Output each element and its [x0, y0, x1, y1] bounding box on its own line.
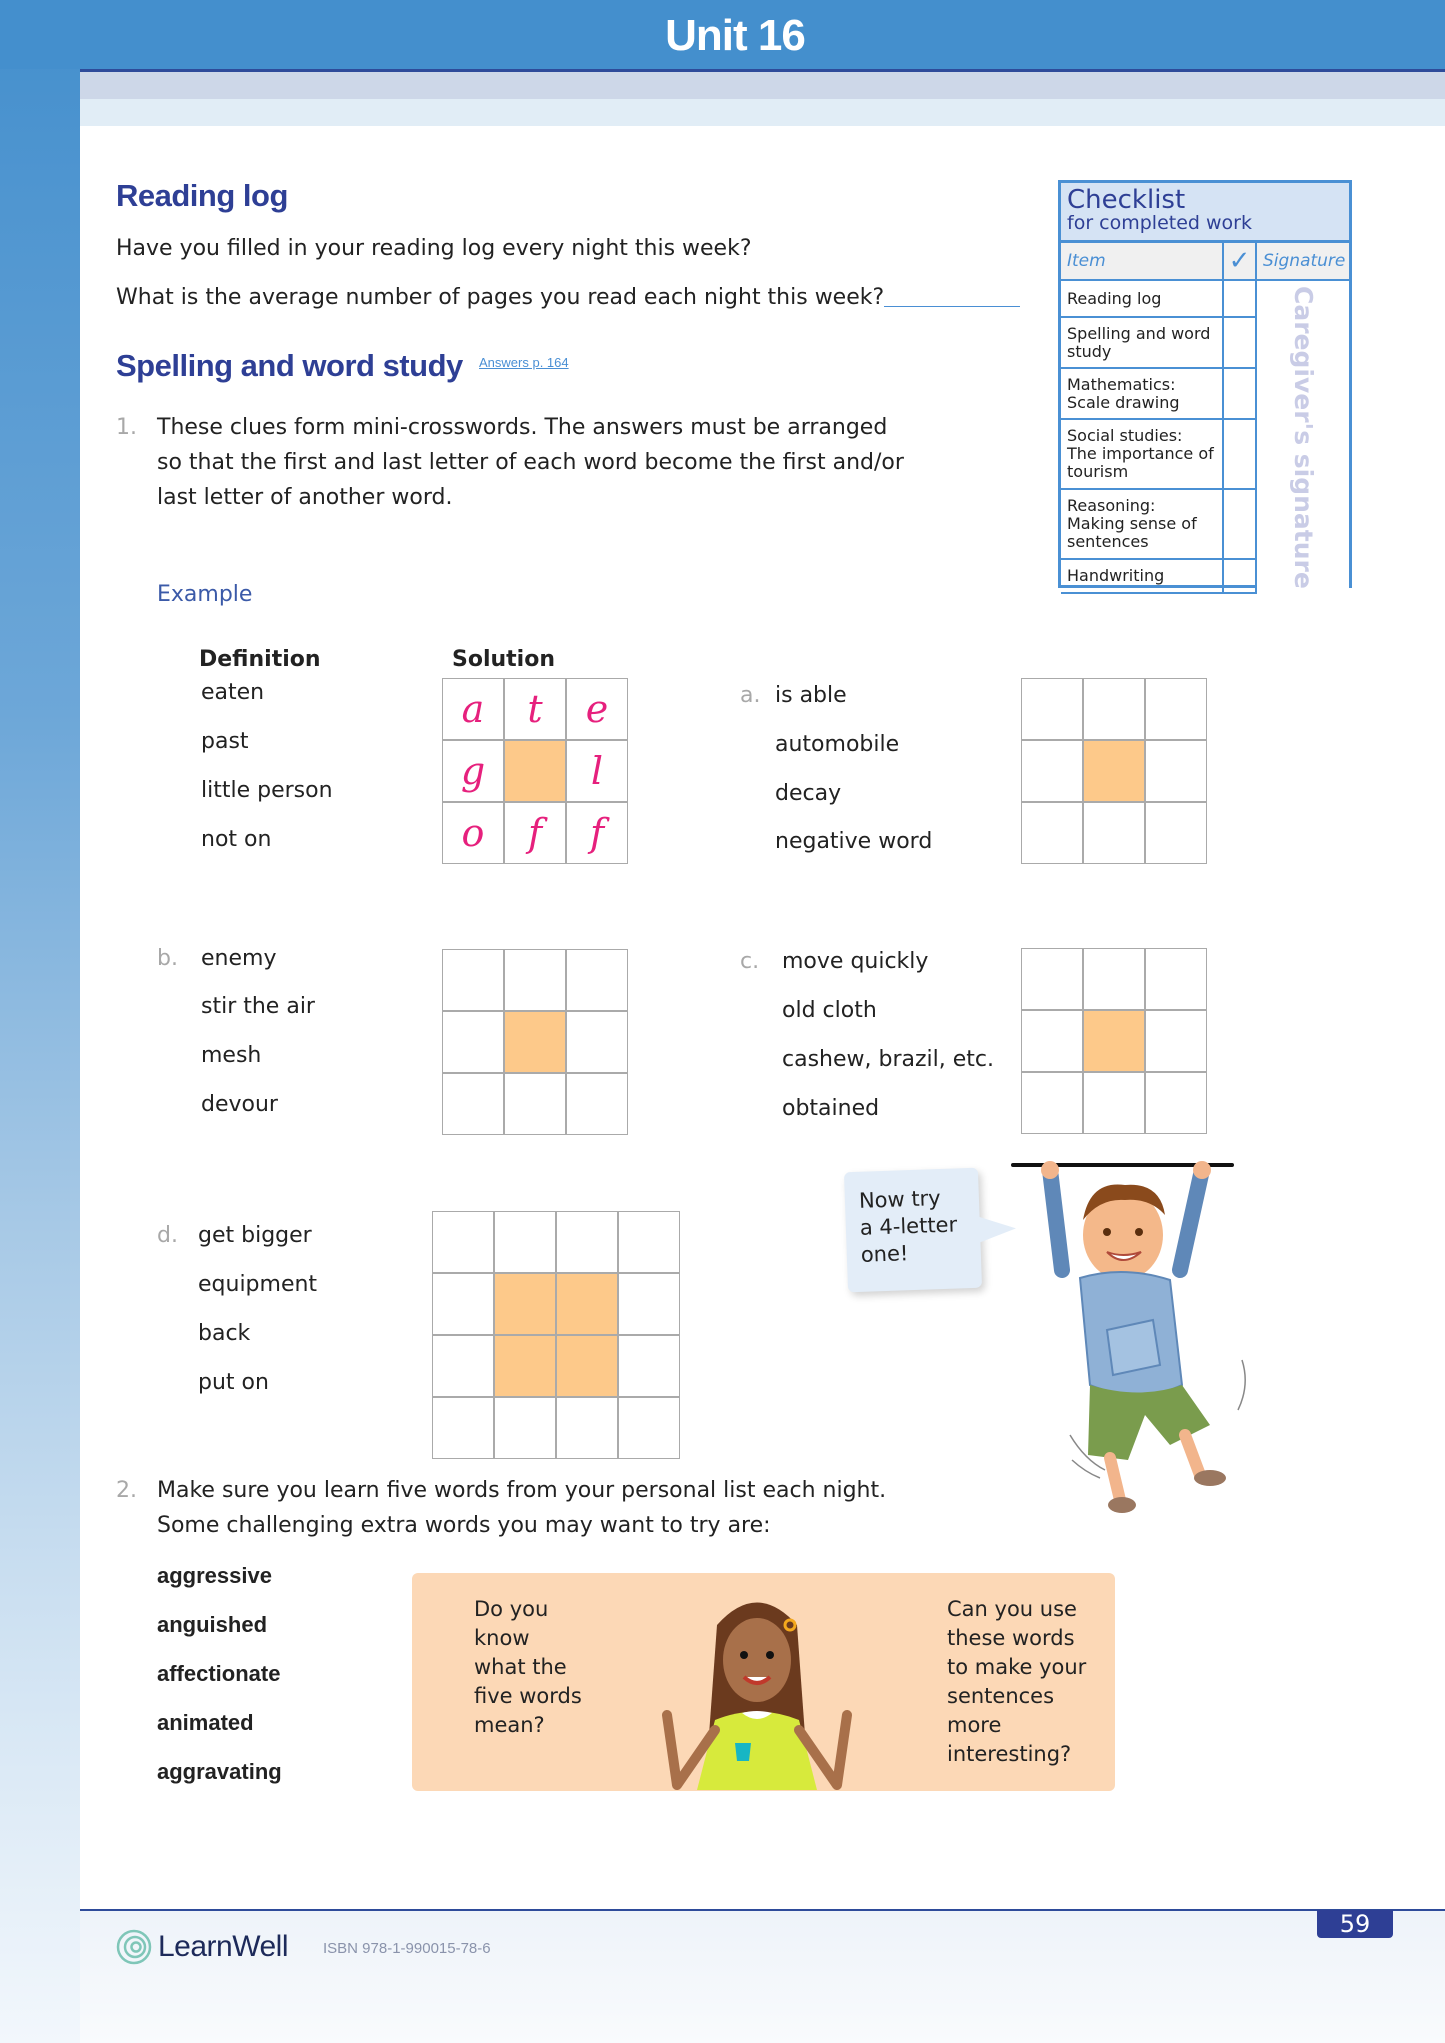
- checklist-item-label: Handwriting: [1061, 560, 1224, 592]
- grid-cell-input[interactable]: [443, 950, 503, 1010]
- tip-right-text: [947, 1595, 1086, 1769]
- puzzle-a-clue: decay: [775, 781, 842, 806]
- tip-line: interesting?: [947, 1742, 1072, 1766]
- tip-line: Can you use: [947, 1597, 1077, 1621]
- challenge-word: aggressive: [157, 1563, 272, 1588]
- puzzle-d-clue: get bigger: [198, 1223, 312, 1248]
- grid-cell-input[interactable]: [1084, 679, 1144, 739]
- footer-rule: [80, 1909, 1445, 1911]
- grid-cell-input[interactable]: [1022, 679, 1082, 739]
- grid-cell-input[interactable]: [1022, 741, 1082, 801]
- boy-hanging-illustration: [1010, 1160, 1270, 1520]
- column-header-item: Item: [1061, 243, 1224, 279]
- column-header-signature: Signature: [1263, 251, 1346, 271]
- question-1-line-2: so that the first and last letter of each word become the first and/or: [157, 450, 904, 475]
- grid-cell: [443, 741, 503, 801]
- question-2-number: 2.: [116, 1478, 137, 1503]
- challenge-word: affectionate: [157, 1661, 281, 1686]
- puzzle-c-clue: obtained: [782, 1096, 880, 1121]
- unit-title: Unit 16: [665, 11, 805, 60]
- caregiver-signature-field[interactable]: [1257, 281, 1349, 594]
- puzzle-b-grid: [442, 949, 628, 1135]
- question-2-line-1: Make sure you learn five words from your personal list each night.: [157, 1478, 887, 1503]
- spelling-heading: Spelling and word study: [116, 348, 463, 383]
- speech-bubble-text: [858, 1184, 958, 1268]
- handwritten-letter: t: [527, 687, 543, 731]
- grid-cell: [443, 803, 503, 863]
- bubble-line: one!: [860, 1241, 909, 1267]
- checklist-column-headers: [1061, 243, 1349, 281]
- puzzle-c-clue: old cloth: [782, 998, 877, 1023]
- tip-line: more: [947, 1713, 1002, 1737]
- checklist-checkbox[interactable]: [1224, 281, 1257, 316]
- left-decorative-strip: [0, 0, 80, 2043]
- grid-cell: [567, 803, 627, 863]
- grid-cell-input[interactable]: [1084, 803, 1144, 863]
- puzzle-a-grid: [1021, 678, 1207, 864]
- grid-cell-input[interactable]: [443, 1074, 503, 1134]
- grid-cell-shaded: [495, 1274, 555, 1334]
- puzzle-b-clue: mesh: [201, 1043, 262, 1068]
- girl-shrugging-illustration: [607, 1585, 907, 1790]
- grid-cell-shaded: [1084, 741, 1144, 801]
- grid-cell-shaded: [495, 1336, 555, 1396]
- tip-line: these words: [947, 1626, 1075, 1650]
- tip-line: to make your: [947, 1655, 1087, 1679]
- example-crossword-grid: [442, 678, 628, 864]
- grid-cell-input[interactable]: [1084, 1073, 1144, 1133]
- isbn: ISBN 978-1-990015-78-6: [323, 1940, 491, 1957]
- tip-left-text: [474, 1595, 582, 1740]
- checklist-checkbox[interactable]: [1224, 490, 1257, 558]
- puzzle-d-clue: back: [198, 1321, 251, 1346]
- grid-cell-input[interactable]: [1146, 741, 1206, 801]
- checklist-subtitle: for completed work: [1067, 212, 1252, 234]
- reading-log-question-1: Have you filled in your reading log every night this week?: [116, 236, 752, 261]
- grid-cell-input[interactable]: [1146, 1011, 1206, 1071]
- grid-cell-input[interactable]: [567, 1074, 627, 1134]
- handwritten-letter: o: [461, 811, 485, 855]
- checklist-item-label: Reading log: [1061, 281, 1224, 316]
- grid-cell: [567, 741, 627, 801]
- grid-cell-input[interactable]: [557, 1212, 617, 1272]
- challenge-word: aggravating: [157, 1759, 282, 1784]
- tip-line: five words: [474, 1684, 582, 1708]
- grid-cell-input[interactable]: [567, 950, 627, 1010]
- grid-cell-input[interactable]: [495, 1398, 555, 1458]
- puzzle-d-grid: [432, 1211, 680, 1459]
- grid-cell-input[interactable]: [1146, 1073, 1206, 1133]
- grid-cell-input[interactable]: [433, 1274, 493, 1334]
- handwritten-letter: g: [460, 749, 486, 793]
- tip-line: know: [474, 1626, 530, 1650]
- example-clue: past: [201, 729, 249, 754]
- grid-cell-input[interactable]: [1022, 803, 1082, 863]
- puzzle-b-clue: devour: [201, 1092, 278, 1117]
- checklist-item-label: Social studies: The importance of tourism: [1061, 420, 1224, 488]
- puzzle-b-clue: stir the air: [201, 994, 315, 1019]
- puzzle-d-clue: put on: [198, 1370, 269, 1395]
- example-label: Example: [157, 582, 253, 607]
- header-band-light: [80, 99, 1445, 126]
- checklist-checkbox[interactable]: [1224, 369, 1257, 418]
- question-1-text: [157, 410, 904, 515]
- grid-cell-input[interactable]: [557, 1398, 617, 1458]
- brand-name: LearnWell: [158, 1930, 289, 1963]
- puzzle-d-clue: equipment: [198, 1272, 318, 1297]
- handwritten-letter: e: [585, 687, 609, 731]
- puzzle-b-label: b.: [157, 946, 178, 971]
- puzzle-c-clue: cashew, brazil, etc.: [782, 1047, 994, 1072]
- puzzle-a-clue: is able: [775, 683, 847, 708]
- average-pages-answer-line[interactable]: [884, 306, 1020, 307]
- challenge-word: anguished: [157, 1612, 268, 1637]
- learnwell-logo: [116, 1928, 288, 1966]
- checkmark-icon: ✓: [1224, 243, 1257, 279]
- grid-cell: [505, 679, 565, 739]
- grid-cell-input[interactable]: [619, 1212, 679, 1272]
- spiral-logo-icon: [116, 1928, 152, 1966]
- handwritten-letter: f: [589, 811, 605, 855]
- grid-cell: [505, 803, 565, 863]
- grid-cell-input[interactable]: [1146, 803, 1206, 863]
- question-2-text: [157, 1473, 886, 1543]
- reading-log-question-2: What is the average number of pages you read each night this week?: [116, 285, 885, 310]
- reading-log-heading: Reading log: [116, 178, 288, 213]
- puzzle-d-label: d.: [157, 1223, 178, 1248]
- vocabulary-tip-box: [412, 1573, 1115, 1791]
- grid-cell-input[interactable]: [619, 1336, 679, 1396]
- checklist-title: Checklist: [1067, 185, 1186, 215]
- grid-cell-shaded: [505, 1012, 565, 1072]
- puzzle-c-label: c.: [740, 949, 760, 974]
- puzzle-c-grid: [1021, 948, 1207, 1134]
- answers-link[interactable]: Answers p. 164: [479, 355, 569, 370]
- grid-cell-input[interactable]: [1146, 949, 1206, 1009]
- grid-cell-input[interactable]: [505, 950, 565, 1010]
- grid-cell-shaded: [557, 1336, 617, 1396]
- challenge-word: animated: [157, 1710, 254, 1735]
- grid-cell-shaded: [557, 1274, 617, 1334]
- page-number: 59: [1317, 1910, 1393, 1938]
- grid-cell: [443, 679, 503, 739]
- bubble-line: a 4-letter: [859, 1212, 958, 1240]
- puzzle-a-clue: automobile: [775, 732, 900, 757]
- grid-cell-input[interactable]: [433, 1212, 493, 1272]
- grid-cell-input[interactable]: [619, 1398, 679, 1458]
- bubble-line: Now try: [858, 1186, 942, 1213]
- question-1-line-3: last letter of another word.: [157, 485, 453, 510]
- question-2-line-2: Some challenging extra words you may want to try are:: [157, 1513, 771, 1538]
- handwritten-letter: a: [461, 687, 485, 731]
- grid-cell-input[interactable]: [1022, 949, 1082, 1009]
- tip-line: mean?: [474, 1713, 545, 1737]
- tip-line: sentences: [947, 1684, 1055, 1708]
- speech-bubble: [844, 1168, 982, 1293]
- puzzle-a-clue: negative word: [775, 829, 933, 854]
- grid-cell-shaded: [1084, 1011, 1144, 1071]
- handwritten-letter: f: [527, 811, 543, 855]
- example-clue: not on: [201, 827, 272, 852]
- completed-work-checklist: [1058, 180, 1352, 588]
- puzzle-c-clue: move quickly: [782, 949, 929, 974]
- header-band-grey: [80, 72, 1445, 99]
- grid-cell-shaded: [505, 741, 565, 801]
- checklist-table: [1061, 243, 1349, 594]
- grid-cell-input[interactable]: [567, 1012, 627, 1072]
- handwritten-letter: l: [590, 749, 604, 793]
- grid-cell-input[interactable]: [1022, 1073, 1082, 1133]
- question-1-line-1: These clues form mini-crosswords. The answers must be arranged: [157, 415, 888, 440]
- grid-cell-input[interactable]: [619, 1274, 679, 1334]
- grid-cell-input[interactable]: [495, 1212, 555, 1272]
- checklist-header: [1061, 183, 1349, 243]
- checklist-checkbox[interactable]: [1224, 420, 1257, 488]
- grid-cell-input[interactable]: [433, 1398, 493, 1458]
- solution-header: Solution: [452, 647, 555, 672]
- grid-cell-input[interactable]: [1146, 679, 1206, 739]
- checklist-item-label: Reasoning: Making sense of sentences: [1061, 490, 1224, 558]
- example-clue: little person: [201, 778, 333, 803]
- checklist-checkbox[interactable]: [1224, 560, 1257, 592]
- puzzle-b-clue: enemy: [201, 946, 277, 971]
- grid-cell-input[interactable]: [443, 1012, 503, 1072]
- definition-header: Definition: [199, 647, 321, 672]
- grid-cell-input[interactable]: [1084, 949, 1144, 1009]
- tip-line: Do you: [474, 1597, 549, 1621]
- checklist-checkbox[interactable]: [1224, 318, 1257, 367]
- grid-cell-input[interactable]: [505, 1074, 565, 1134]
- checklist-item-label: Spelling and word study: [1061, 318, 1224, 367]
- question-1-number: 1.: [116, 415, 137, 440]
- grid-cell-input[interactable]: [1022, 1011, 1082, 1071]
- grid-cell-input[interactable]: [433, 1336, 493, 1396]
- checklist-item-label: Mathematics: Scale drawing: [1061, 369, 1224, 418]
- puzzle-a-label: a.: [740, 683, 761, 708]
- example-clue: eaten: [201, 680, 265, 705]
- grid-cell: [567, 679, 627, 739]
- signature-watermark: Caregiver's signature: [1289, 286, 1318, 589]
- tip-line: what the: [474, 1655, 567, 1679]
